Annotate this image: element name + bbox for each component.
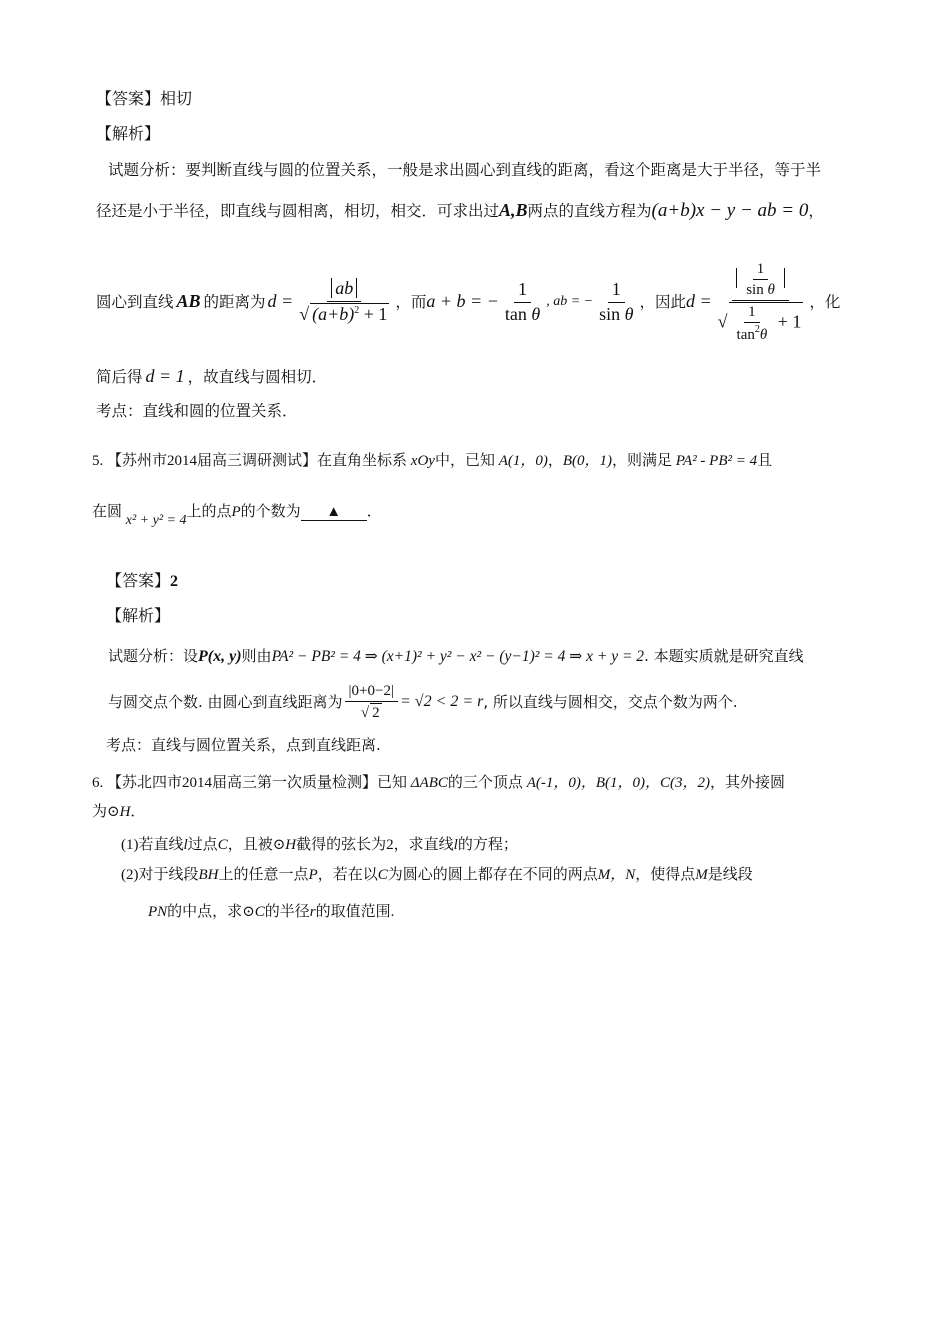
vertices: A(-1，0)，B(1，0)，C(3，2) (526, 775, 710, 791)
q5-answer-line: 【答案】2 (106, 571, 179, 590)
prev-kaodian: 考点：直线和圆的位置关系． (96, 402, 298, 420)
prev-analysis-p3: 圆心到直线 AB 的距离为 d = $\frac{ab}{√ (a+b)^2 + 1}$ ，而 a + b = − $\frac{1}{\text{tan θ}}$ , ab = − $\frac{1}{\text{sin θ}}$ ，因此 d = $\frac{1}{\text{sin θ}}$ √ $\frac{1}{\tan^2\theta}$ + 1 ，化 (96, 261, 841, 343)
d-symbol: d = (267, 291, 294, 312)
final-distance-fraction: $\frac{1}{\text{sin θ}}$ √ $\frac{1}{\tan^2\theta}$ + 1 (717, 261, 802, 343)
q5-analysis-2: 与圆交点个数. 由圆心到直线距离为 $\frac{|0+0-2|}{√ 2}$ = √2 < 2 = r , 所以直线与圆相交，交点个数为两个. (108, 683, 738, 721)
prev-analysis-label: 【解析】 (96, 124, 161, 143)
distance-fraction: $\frac{ab}{√ (a+b)^2 + 1}$ (299, 278, 388, 324)
q6-part1: (1)若直线l过点C，且被⊙H截得的弦长为2，求直线l的方程； (121, 837, 518, 853)
q5-analysis-1: 试题分析：设P(x, y)则由PA² − PB² = 4 ⇒ (x+1)² + y² − x² − (y−1)² = 4 ⇒ x + y = 2. 本题实质就是研究直线 (108, 647, 804, 665)
prev-answer-line (96, 89, 192, 108)
answer-value: 相切 (160, 89, 193, 108)
ab-sum: a + b = − (426, 291, 499, 312)
condition-formula: PA² - PB² = 4 (675, 453, 758, 469)
circle-equation: x² + y² = 4 (125, 513, 187, 528)
question-number: 5. (92, 453, 104, 469)
question-source: 【苏北四市2014届高三第一次质量检测】 (107, 775, 378, 791)
line-equation: (a+b)x − y − ab = 0 (651, 200, 809, 221)
tan-fraction: $\frac{1}{\text{tan θ}}$ (504, 278, 541, 324)
prev-analysis-p2: 径还是小于半径，即直线与圆相离，相切，相交．可求出过A,B两点的直线方程为(a+b)x − y − ab = 0， (96, 200, 824, 221)
answer-label: 【答案】 (96, 89, 161, 108)
sin-fraction: $\frac{1}{\text{sin θ}}$ (599, 278, 634, 324)
question-source: 【苏州市2014届高三调研测试】 (107, 453, 318, 469)
q6-part2-line2: PN的中点，求⊙C的半径r的取值范围. (148, 904, 395, 920)
prev-analysis-p4: 简后得 d = 1 ，故直线与圆相切． (96, 366, 328, 386)
prev-analysis-p1: 试题分析：要判断直线与圆的位置关系，一般是求出圆心到直线的距离，看这个距离是大于半径，等于半 (108, 161, 822, 179)
distance-fraction-q5: $\frac{|0+0-2|}{√ 2}$ (345, 682, 398, 722)
answer-blank: ▲ (301, 504, 367, 521)
q6-stem-line1: 6. 【苏北四市2014届高三第一次质量检测】已知 ΔABC的三个顶点 A(-1，0)，B(1，0)，C(3，2)，其外接圆 (92, 775, 785, 791)
derivation-formula: PA² − PB² = 4 ⇒ (x+1)² + y² − x² − (y−1)² = 4 ⇒ x + y = 2 (271, 648, 645, 665)
q6-part2-line1: (2)对于线段BH上的任意一点P，若在以C为圆心的圆上都存在不同的两点M，N，使得点M是线段 (121, 867, 753, 883)
question-number: 6. (92, 775, 104, 791)
q5-kaodian: 考点：直线与圆位置关系，点到直线距离. (106, 736, 381, 754)
q5-analysis-label: 【解析】 (106, 606, 171, 625)
q5-stem-line2: 在圆 x² + y² = 4上的点P的个数为 ▲ ． (92, 504, 382, 528)
q6-stem-line2: 为⊙H． (92, 804, 146, 820)
q5-stem-line1: 5. 【苏州市2014届高三调研测试】在直角坐标系 xOy中，已知 A(1，0)，B(0，1)，则满足 PA² - PB² = 4且 (92, 453, 773, 469)
